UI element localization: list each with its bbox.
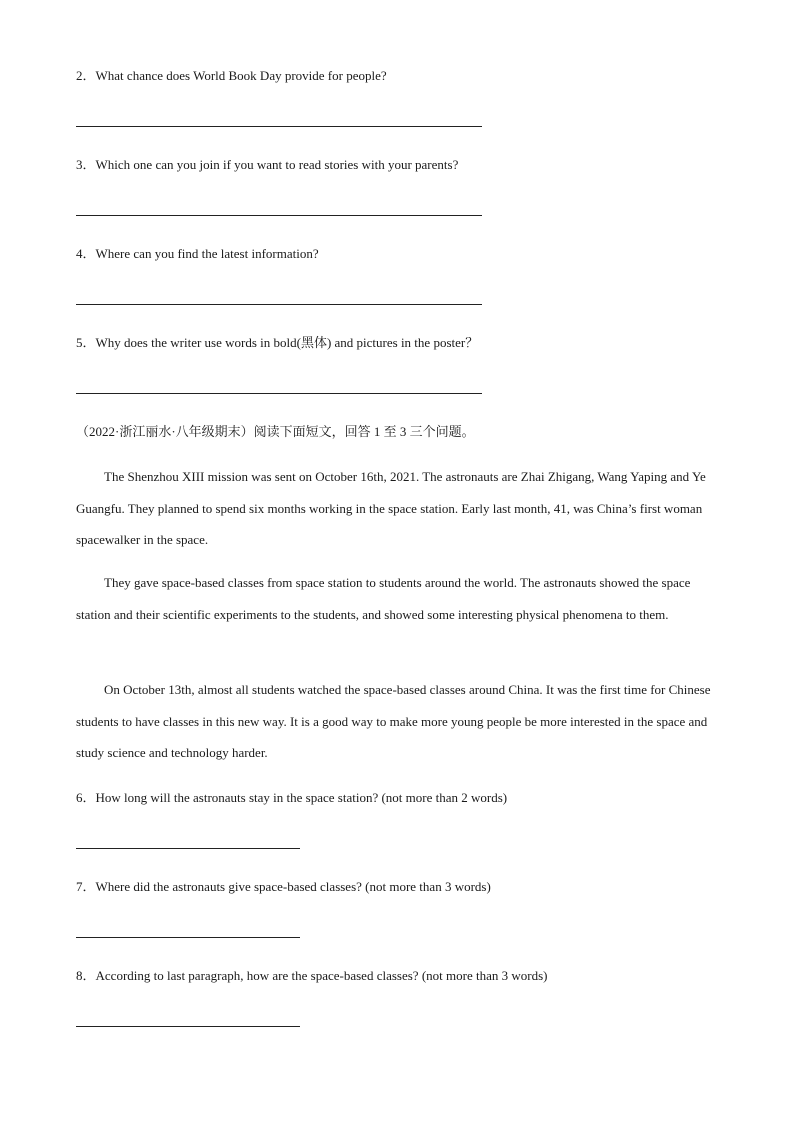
question-text: What chance does World Book Day provide for people? <box>95 68 387 83</box>
question-3 <box>76 157 458 173</box>
reading-passage <box>76 461 716 556</box>
question-number: 2． <box>76 68 96 83</box>
question-number: 8． <box>76 968 96 983</box>
question-number: 6． <box>76 790 96 805</box>
question-text: Where did the astronauts give space-based classes? (not more than 3 words) <box>95 879 491 894</box>
reading-passage-2 <box>76 567 716 630</box>
question-text: According to last paragraph, how are the space-based classes? (not more than 3 words) <box>95 968 548 983</box>
question-4 <box>76 246 319 262</box>
reading-passage-3 <box>76 674 716 769</box>
answer-line[interactable] <box>76 848 300 849</box>
question-number: 5． <box>76 335 96 350</box>
question-text: Where can you find the latest information? <box>95 246 319 261</box>
question-8 <box>76 968 547 984</box>
question-7 <box>76 879 491 895</box>
answer-line[interactable] <box>76 937 300 938</box>
question-text: Which one can you join if you want to read stories with your parents? <box>95 157 459 172</box>
passage-paragraph-3: On October 13th, almost all students watched the space-based classes around China. It was the first time for Chinese students to have classes in this new way. It is a good way to make more young people be more interested in the space and study science and technology harder. <box>76 682 711 760</box>
question-5 <box>76 335 478 351</box>
passage-paragraph-1: The Shenzhou XIII mission was sent on October 16th, 2021. The astronauts are Zhai Zhigang, Wang Yaping and Ye Guangfu. They planned to spend six months working in the space station. Early last month, 41, was China’s first woman spacewalker in the space. <box>76 469 706 547</box>
section-header: （2022·浙江丽水·八年级期末）阅读下面短文，回答 1 至 3 三个问题。 <box>76 424 475 439</box>
answer-line[interactable] <box>76 393 482 394</box>
answer-line[interactable] <box>76 215 482 216</box>
question-2 <box>76 68 387 84</box>
question-number: 7． <box>76 879 96 894</box>
answer-line[interactable] <box>76 1026 300 1027</box>
answer-line[interactable] <box>76 126 482 127</box>
question-number: 3． <box>76 157 96 172</box>
question-text: Why does the writer use words in bold(黑体) and pictures in the poster？ <box>95 335 479 350</box>
answer-line[interactable] <box>76 304 482 305</box>
question-number: 4． <box>76 246 96 261</box>
question-6 <box>76 790 507 806</box>
question-text: How long will the astronauts stay in the space station? (not more than 2 words) <box>95 790 508 805</box>
passage-paragraph-2: They gave space-based classes from space station to students around the world. The astronauts showed the space station and their scientific experiments to the students, and showed some interesting physical phenomena to them. <box>76 575 691 622</box>
